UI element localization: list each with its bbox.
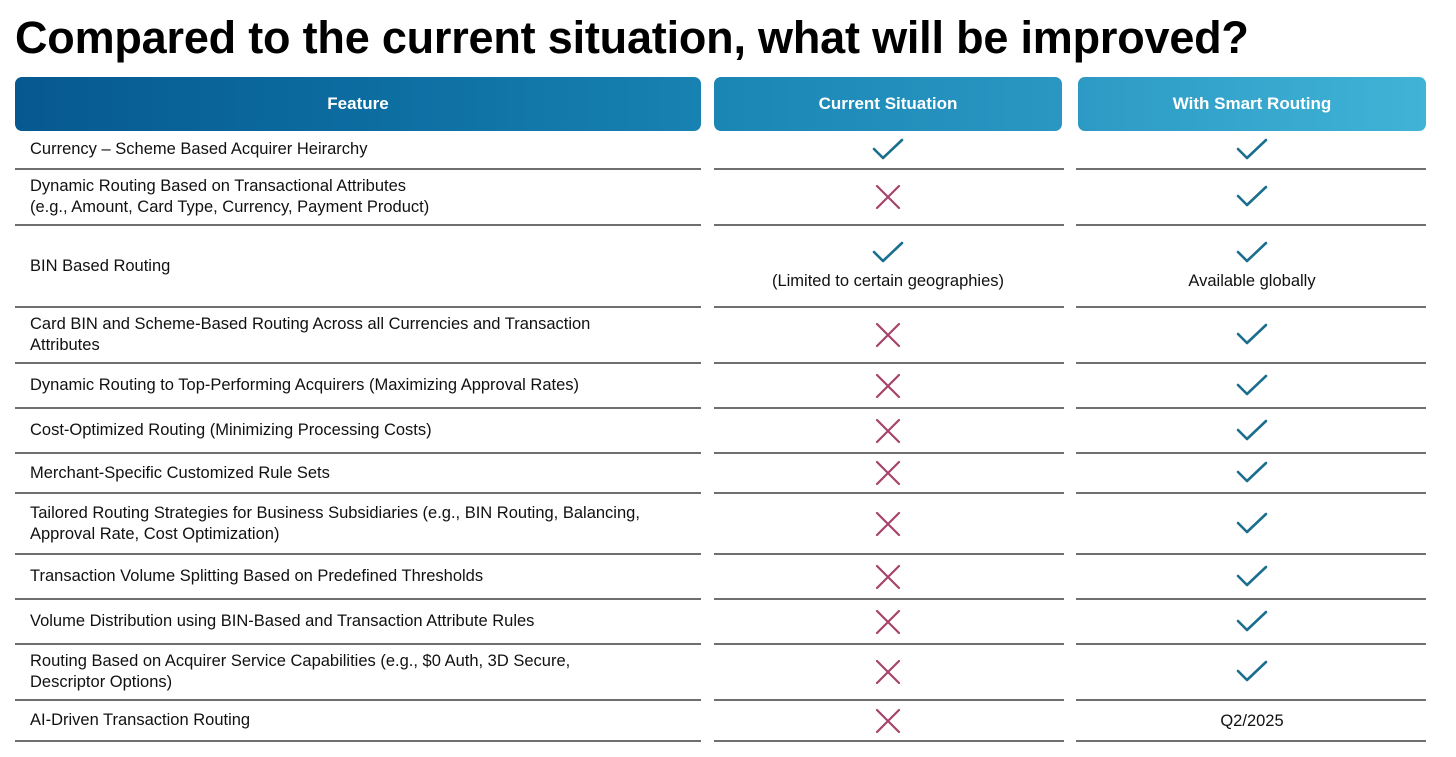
feature-label	[30, 170, 690, 224]
current-situation-cell	[714, 308, 1062, 362]
smart-routing-cell	[1078, 645, 1426, 699]
feature-label-line: BIN Based Routing	[30, 256, 171, 275]
cross-icon	[875, 708, 901, 734]
feature-label-line: Descriptor Options)	[30, 673, 173, 691]
feature-label-line: Tailored Routing Strategies for Business Subsidiaries (e.g., BIN Routing, Balancing,	[30, 503, 640, 522]
feature-label-line: (e.g., Amount, Card Type, Currency, Payment Product)	[30, 198, 430, 216]
smart-routing-cell	[1078, 409, 1426, 452]
cross-icon	[875, 460, 901, 486]
cross-icon	[875, 659, 901, 685]
table-row	[0, 364, 1456, 409]
current-situation-cell	[714, 701, 1062, 740]
feature-label	[30, 701, 690, 740]
table-row	[0, 409, 1456, 454]
smart-routing-note: Available globally	[1188, 272, 1316, 290]
table-row	[0, 170, 1456, 226]
smart-routing-cell	[1078, 308, 1426, 362]
column-header-feature	[15, 77, 701, 131]
feature-label-line: Approval Rate, Cost Optimization)	[30, 524, 280, 543]
column-header-with-smart-routing-label: With Smart Routing	[1172, 94, 1332, 113]
cross-icon	[875, 511, 901, 537]
check-icon	[1236, 419, 1268, 443]
feature-label	[30, 494, 690, 553]
feature-label-line: Dynamic Routing to Top-Performing Acquirers (Maximizing Approval Rates)	[30, 376, 579, 394]
check-icon	[1236, 461, 1268, 485]
feature-label-line: Transaction Volume Splitting Based on Predefined Thresholds	[30, 567, 484, 585]
current-situation-note: (Limited to certain geographies)	[771, 272, 1005, 290]
column-header-current-situation	[714, 77, 1062, 131]
feature-label	[30, 409, 690, 452]
feature-label	[30, 226, 690, 306]
check-icon	[1236, 512, 1268, 536]
check-icon	[1236, 660, 1268, 684]
feature-label	[30, 645, 690, 699]
smart-routing-cell	[1078, 454, 1426, 492]
cross-icon	[875, 184, 901, 210]
table-row	[0, 645, 1456, 701]
check-icon	[1236, 565, 1268, 589]
column-header-feature-label: Feature	[327, 94, 389, 113]
feature-label-line: Dynamic Routing Based on Transactional Attributes	[30, 177, 407, 195]
table-row	[0, 701, 1456, 742]
feature-label-line: AI-Driven Transaction Routing	[30, 711, 251, 729]
cross-icon	[875, 564, 901, 590]
check-icon	[872, 138, 904, 162]
check-icon	[1236, 374, 1268, 398]
current-situation-cell	[714, 409, 1062, 452]
table-row	[0, 494, 1456, 555]
smart-routing-cell	[1078, 555, 1426, 598]
check-icon	[1236, 138, 1268, 162]
table-row	[0, 454, 1456, 494]
cross-icon	[875, 418, 901, 444]
table-row	[0, 131, 1456, 170]
cross-icon	[875, 609, 901, 635]
current-situation-cell	[714, 454, 1062, 492]
check-icon	[1236, 185, 1268, 209]
smart-routing-cell	[1078, 364, 1426, 407]
current-situation-cell	[714, 131, 1062, 168]
smart-routing-cell	[1078, 701, 1426, 740]
smart-routing-cell	[1078, 131, 1426, 168]
smart-routing-cell	[1078, 170, 1426, 224]
row-divider	[1076, 740, 1426, 742]
feature-label	[30, 364, 690, 407]
current-situation-cell	[714, 555, 1062, 598]
feature-label	[30, 454, 690, 492]
feature-label	[30, 600, 690, 643]
check-icon	[1236, 241, 1268, 265]
feature-label	[30, 131, 690, 168]
column-header-current-situation-label: Current Situation	[818, 94, 958, 113]
row-divider	[15, 740, 701, 742]
table-row	[0, 555, 1456, 600]
current-situation-cell	[714, 226, 1062, 306]
table-row	[0, 226, 1456, 308]
page-title: Compared to the current situation, what will be improved?	[15, 12, 1249, 63]
current-situation-cell	[714, 600, 1062, 643]
smart-routing-cell	[1078, 600, 1426, 643]
current-situation-cell	[714, 364, 1062, 407]
table-row	[0, 600, 1456, 645]
current-situation-cell	[714, 645, 1062, 699]
cross-icon	[875, 373, 901, 399]
smart-routing-cell	[1078, 494, 1426, 553]
check-icon	[872, 241, 904, 265]
check-icon	[1236, 323, 1268, 347]
check-icon	[1236, 610, 1268, 634]
column-header-with-smart-routing	[1078, 77, 1426, 131]
feature-label	[30, 555, 690, 598]
feature-label-line: Cost-Optimized Routing (Minimizing Processing Costs)	[30, 421, 432, 439]
feature-label-line: Currency – Scheme Based Acquirer Heirarchy	[30, 140, 368, 158]
smart-routing-note: Q2/2025	[1220, 711, 1284, 730]
smart-routing-cell	[1078, 226, 1426, 306]
cross-icon	[875, 322, 901, 348]
row-divider	[714, 740, 1064, 742]
feature-label-line: Volume Distribution using BIN-Based and Transaction Attribute Rules	[30, 612, 535, 630]
current-situation-cell	[714, 494, 1062, 553]
feature-label-line: Card BIN and Scheme-Based Routing Across all Currencies and Transaction	[30, 315, 591, 333]
feature-label-line: Routing Based on Acquirer Service Capabilities (e.g., $0 Auth, 3D Secure,	[30, 652, 571, 670]
current-situation-cell	[714, 170, 1062, 224]
feature-label-line: Attributes	[30, 336, 100, 354]
table-row	[0, 308, 1456, 364]
feature-label	[30, 308, 690, 362]
feature-label-line: Merchant-Specific Customized Rule Sets	[30, 463, 330, 482]
